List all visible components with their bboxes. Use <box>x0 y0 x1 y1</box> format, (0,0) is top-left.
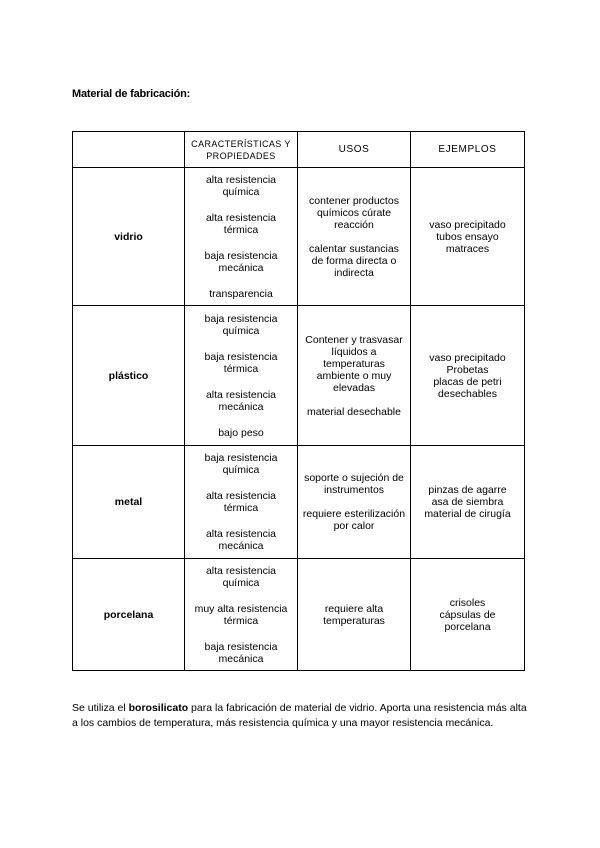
uso-item: contener productos químicos cúrate reacción <box>309 194 399 231</box>
uso-item: requiere esterilización por calor <box>302 508 406 532</box>
ejemplo-item: Probetas <box>446 363 489 376</box>
borosilicate-paragraph <box>72 701 528 731</box>
table-row <box>73 306 525 446</box>
ejemplos-cell <box>411 559 525 671</box>
header-usos: USOS <box>298 132 411 168</box>
usos-cell <box>298 559 411 671</box>
property-item: baja resistencia química <box>204 452 278 476</box>
ejemplo-item: placas de petri desechables <box>433 375 502 400</box>
property-item: baja resistencia térmica <box>204 350 278 375</box>
table-row <box>73 446 525 559</box>
property-item: muy alta resistencia térmica <box>194 602 288 627</box>
properties-cell <box>185 446 298 559</box>
table-header-row <box>73 132 525 168</box>
usos-cell <box>298 168 411 306</box>
ejemplos-cell <box>411 306 525 446</box>
ejemplos-cell <box>411 168 525 306</box>
paragraph-bold-term: borosilicato <box>128 702 189 714</box>
property-item: alta resistencia química <box>205 173 277 198</box>
table-row <box>73 168 525 306</box>
usos-cell <box>298 306 411 446</box>
uso-item: material desechable <box>307 405 401 418</box>
ejemplo-item: material de cirugía <box>424 508 511 520</box>
material-name: plástico <box>73 306 185 446</box>
uso-item: Contener y trasvasar líquidos a temperaturas ambiente o muy elevadas <box>305 333 403 394</box>
ejemplo-item: vaso precipitado <box>429 351 506 364</box>
materials-table <box>72 131 525 671</box>
ejemplos-cell <box>411 446 525 559</box>
header-material <box>73 132 185 168</box>
header-ejemplos: EJEMPLOS <box>411 132 525 168</box>
ejemplo-item: cápsulas de porcelana <box>439 608 496 633</box>
paragraph-text-before: Se utiliza el <box>72 702 129 714</box>
property-item: baja resistencia mecánica <box>204 249 278 274</box>
property-item: bajo peso <box>218 426 264 439</box>
property-item: alta resistencia mecánica <box>205 388 277 413</box>
usos-cell <box>298 446 411 559</box>
property-item: transparencia <box>209 287 273 300</box>
ejemplo-item: crisoles <box>449 596 486 609</box>
table-row <box>73 559 525 671</box>
uso-item: calentar sustancias de forma directa o indirecta <box>309 242 399 279</box>
property-item: baja resistencia mecánica <box>204 640 278 665</box>
ejemplo-item: matraces <box>445 242 490 255</box>
property-item: alta resistencia térmica <box>205 490 277 514</box>
uso-item: requiere alta temperaturas <box>323 602 385 627</box>
properties-cell <box>185 559 298 671</box>
property-item: alta resistencia mecánica <box>205 528 277 552</box>
ejemplo-item: vaso precipitado <box>429 218 506 231</box>
material-name: vidrio <box>73 168 185 306</box>
properties-cell <box>185 306 298 446</box>
property-item: alta resistencia térmica <box>205 211 277 236</box>
header-properties: CARACTERÍSTICAS Y PROPIEDADES <box>185 132 298 168</box>
material-name: porcelana <box>73 559 185 671</box>
property-item: baja resistencia química <box>204 312 278 337</box>
section-heading: Material de fabricación: <box>72 88 191 100</box>
material-name: metal <box>73 446 185 559</box>
uso-item: soporte o sujeción de instrumentos <box>304 472 404 496</box>
property-item: alta resistencia química <box>205 564 277 589</box>
ejemplo-item: tubos ensayo <box>436 230 499 243</box>
ejemplo-item: pinzas de agarre <box>428 484 507 496</box>
ejemplo-item: asa de siembra <box>431 496 504 508</box>
properties-cell <box>185 168 298 306</box>
paragraph-text-after: para la fabricación de material de vidrio. Aporta una resistencia más alta a los cambios de temperatura, más resistencia química y una mayor resistencia mecánica. <box>72 702 527 729</box>
